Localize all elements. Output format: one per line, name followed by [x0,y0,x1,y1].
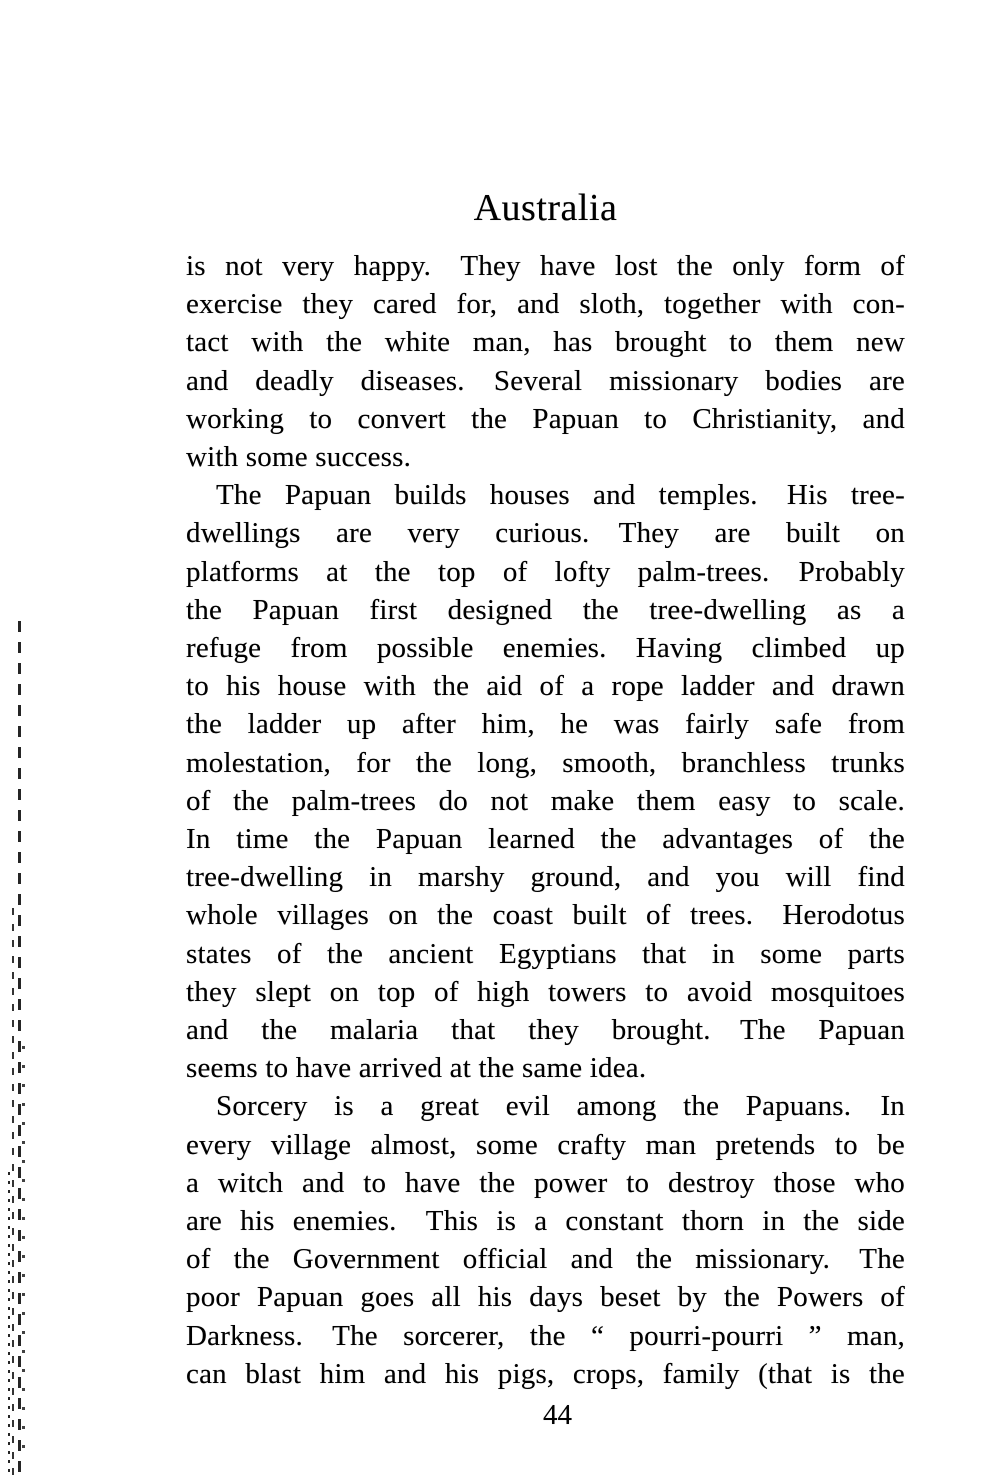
text-line: tree-dwelling in marshy ground, and you will find [186,861,905,894]
text-line: working to convert the Papuan to Christianity, and [186,402,905,435]
text-line: is not very happy. They have lost the only form of [186,250,905,282]
text-line: refuge from possible enemies. Having climbed up [186,632,905,665]
body-text [186,247,905,1393]
text-line: every village almost, some crafty man pretends to be [186,1128,905,1161]
text-line: the Papuan first designed the tree-dwelling as a [186,593,905,626]
text-line: molestation, for the long, smooth, branchless trunks [186,746,905,779]
text-line: states of the ancient Egyptians that in some parts [186,937,905,970]
text-line: platforms at the top of lofty palm-trees. Probably [186,555,905,588]
text-line: with some success. [186,441,412,474]
text-line: can blast him and his pigs, crops, family (that is the [186,1357,905,1390]
text-line: tact with the white man, has brought to them new [186,326,905,359]
text-line: seems to have arrived at the same idea. [186,1052,647,1085]
text-line: dwellings are very curious. They are built on [186,517,905,550]
text-line: a witch and to have the power to destroy those who [186,1166,905,1199]
text-line: of the Government official and the missionary. The [186,1243,905,1276]
text-line: The Papuan builds houses and temples. His tree- [216,479,905,512]
text-line: whole villages on the coast built of trees. Herodotus [186,899,905,932]
text-line: the ladder up after him, he was fairly safe from [186,708,905,741]
page-number: 44 [543,1399,572,1431]
text-line: are his enemies. This is a constant thorn in the side [186,1205,905,1238]
text-line: and the malaria that they brought. The Papuan [186,1014,905,1047]
text-line: to his house with the aid of a rope ladder and drawn [186,670,905,703]
text-line: they slept on top of high towers to avoid mosquitoes [186,975,905,1008]
text-line: exercise they cared for, and sloth, together with con- [186,288,905,321]
scan-noise-left-edge [6,612,30,1481]
text-line: of the palm-trees do not make them easy to scale. [186,784,905,817]
page-title: Australia [473,187,618,229]
text-line: In time the Papuan learned the advantages of the [186,823,905,856]
text-line: Darkness. The sorcerer, the “ pourri-pourri ” man, [186,1319,905,1352]
text-line: poor Papuan goes all his days beset by the Powers of [186,1281,905,1314]
text-line: and deadly diseases. Several missionary bodies are [186,364,905,397]
text-line: Sorcery is a great evil among the Papuans. In [216,1090,905,1123]
